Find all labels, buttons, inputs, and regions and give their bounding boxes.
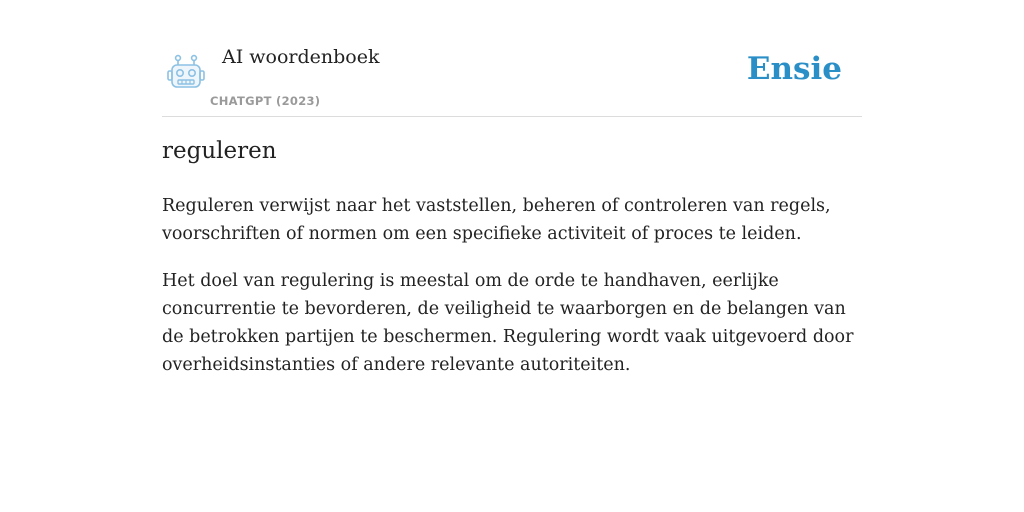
robot-icon (166, 52, 206, 90)
brand-logo[interactable]: Ensie (746, 51, 842, 87)
entry-headword: reguleren (162, 138, 277, 164)
definition-paragraph: Reguleren verwijst naar het vaststellen, beheren of controleren van regels, voorschriften of normen om een specifieke activiteit of proces te leiden. (162, 196, 831, 244)
dictionary-source: CHATGPT (2023) (210, 94, 321, 108)
dictionary-title: AI woordenboek (222, 46, 380, 68)
entry-definition (162, 192, 862, 398)
dictionary-header (162, 40, 862, 117)
definition-paragraph: Het doel van regulering is meestal om de orde te handhaven, eerlijke concurrentie te bevorderen, de veiligheid te waarborgen en de belangen van de betrokken partijen te beschermen. Regulering wordt vaak uitgevoerd door overheidsinstanties of andere relevante autoriteiten. (162, 271, 854, 375)
